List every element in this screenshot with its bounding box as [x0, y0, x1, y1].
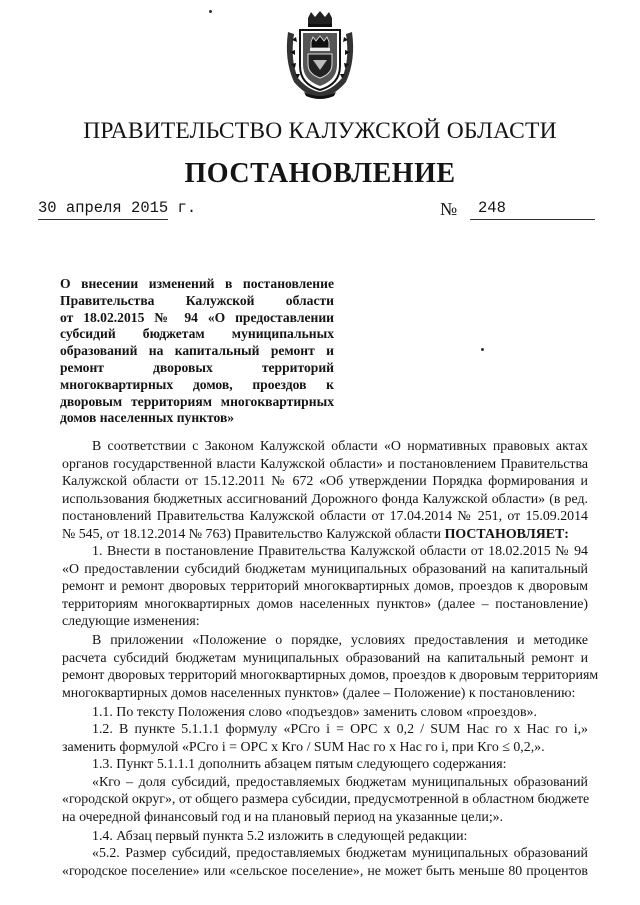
number-label: №	[440, 199, 458, 219]
body-line: Калужской области от 15.12.2011 № 672 «Об утверждении Порядка формирования и	[62, 474, 588, 489]
document-body	[62, 438, 599, 880]
subject-line: ремонт дворовых территорий	[60, 359, 334, 375]
body-line: «5.2. Размер субсидий, предоставляемых бюджетам муниципальных образований	[92, 846, 588, 861]
resolves-keyword: ПОСТАНОВЛЯЕТ:	[444, 526, 569, 542]
scan-speck	[481, 348, 484, 351]
body-line: ремонт и ремонт дворовых территорий многоквартирных домов, проездов к дворовым	[62, 579, 588, 594]
scan-speck	[209, 10, 212, 13]
body-line: 1.2. В пункте 5.1.1.1 формулу «РСго i = ОРС х 0,2 / SUM Нас го х Нас го i,»	[92, 722, 588, 737]
document-number: 248	[478, 199, 506, 217]
date-underline	[38, 219, 168, 220]
subject-line: от 18.02.2015 № 94 «О предоставлении	[60, 309, 334, 325]
body-line	[62, 526, 588, 544]
subject-line: многоквартирных домов, проездов к	[60, 376, 334, 392]
body-line: «Кго – доля субсидий, предоставляемых бюджетам муниципальных образований	[92, 774, 588, 790]
body-line: на очередной финансовый год и на плановый период на указанные цели;».	[62, 809, 504, 825]
body-line: 1.1. По тексту Положения слово «подъездов» заменить словом «проездов».	[92, 704, 537, 720]
body-line: использования бюджетных ассигнований Дорожного фонда Калужской области» (в ред.	[62, 491, 588, 507]
body-line: «городское поселение» или «сельское поселение», не может быть меньше 80 процентов	[62, 863, 588, 879]
body-line: территориям многоквартирных домов населенных пунктов» (далее – постановление)	[62, 596, 588, 612]
body-line: ремонт дворовых территорий многоквартирных домов, проездов к дворовым территориям	[62, 668, 599, 683]
subject-line: Правительства Калужской области	[60, 292, 334, 308]
subject-line: О внесении изменений в постановление	[60, 276, 334, 291]
document-subject	[60, 276, 334, 427]
body-line: расчета субсидий бюджетам муниципальных образований на капитальный ремонт и	[62, 650, 588, 666]
body-line: 1. Внести в постановление Правительства Калужской области от 18.02.2015 № 94	[92, 544, 588, 559]
body-line: заменить формулой «РСго i = ОРС х Кго / SUM Нас го х Нас го i, при Кго ≤ 0,2,».	[62, 739, 545, 755]
body-line: 1.3. Пункт 5.1.1.1 дополнить абзацем пятым следующего содержания:	[92, 757, 507, 772]
body-line: «О предоставлении субсидий бюджетам муниципальных образований на капитальный	[62, 561, 588, 577]
body-line: «городской округ», от общего размера субсидии, предусмотренной в областном бюджете	[62, 792, 590, 807]
subject-line: образований на капитальный ремонт и	[60, 343, 334, 359]
number-underline	[470, 219, 595, 220]
coat-of-arms-emblem	[280, 10, 360, 102]
body-line: В соответствии с Законом Калужской области «О нормативных правовых актах	[92, 439, 588, 454]
body-line-text: № 545, от 18.12.2014 № 763) Правительство Калужской области	[62, 526, 442, 542]
body-line: В приложении «Положение о порядке, условиях предоставления и методике	[92, 633, 588, 648]
document-date: 30 апреля 2015 г.	[38, 199, 197, 217]
body-line: постановлений Правительства Калужской области от 17.04.2014 № 251, от 15.09.2014	[62, 509, 588, 524]
subject-line: субсидий бюджетам муниципальных	[60, 326, 334, 342]
government-title: ПРАВИТЕЛЬСТВО КАЛУЖСКОЙ ОБЛАСТИ	[83, 118, 557, 144]
body-line: следующие изменения:	[62, 614, 200, 629]
body-line: многоквартирных домов населенных пунктов» (далее – Положение) к постановлению:	[62, 685, 576, 701]
document-type-heading: ПОСТАНОВЛЕНИЕ	[184, 158, 456, 189]
body-line: органов государственной власти Калужской области» и постановлением Правительства	[62, 456, 588, 472]
subject-line: домов населенных пунктов»	[60, 410, 235, 426]
body-line: 1.4. Абзац первый пункта 5.2 изложить в следующей редакции:	[92, 828, 468, 844]
subject-line: дворовым территориям многоквартирных	[60, 393, 334, 409]
